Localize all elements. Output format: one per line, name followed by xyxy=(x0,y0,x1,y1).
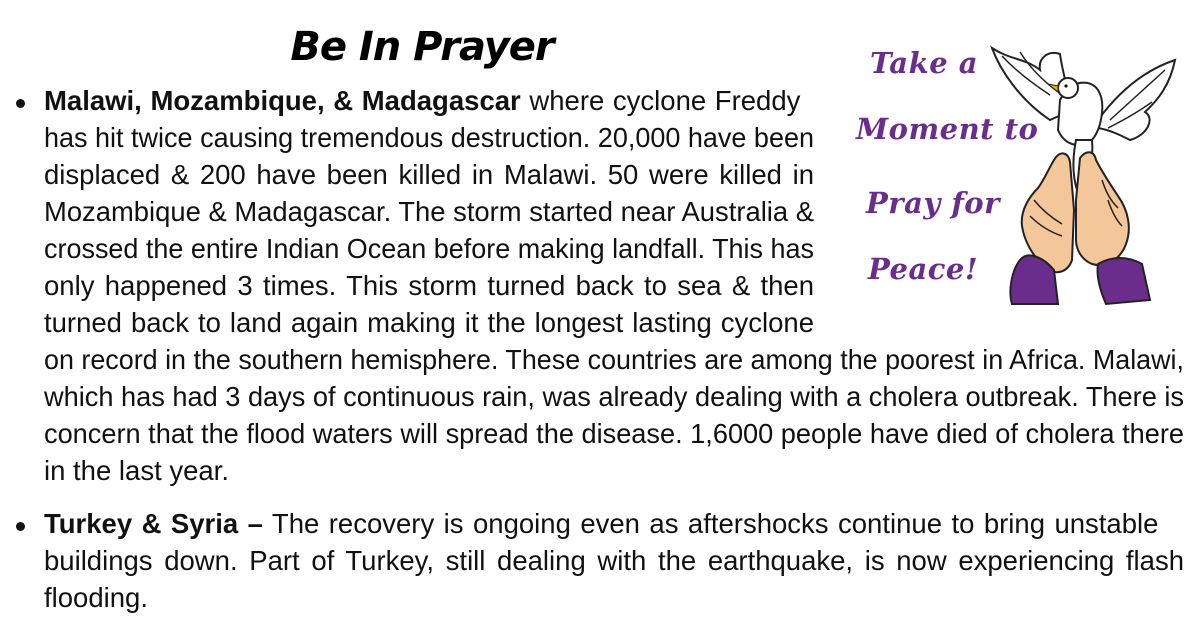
text-line: flooding. xyxy=(44,582,148,613)
text-line: crossed the entire Indian Ocean before making landfall. This has xyxy=(44,233,814,264)
graphic-text-line-1: Take a xyxy=(870,46,979,80)
text-line: in the last year. xyxy=(44,455,229,486)
text-line: has hit twice causing tremendous destruction. 20,000 have been xyxy=(44,122,814,153)
graphic-text-line-4: Peace! xyxy=(868,252,979,286)
graphic-text-line-2: Moment to xyxy=(856,112,1039,146)
text-line: buildings down. Part of Turkey, still dealing with the earthquake, is now experiencing flash xyxy=(44,545,1184,576)
text-line: only happened 3 times. This storm turned back to sea & then xyxy=(44,270,814,301)
item-heading: Malawi, Mozambique, & Madagascar xyxy=(44,85,521,116)
text-line: which has had 3 days of continuous rain, was already dealing with a cholera outbreak. There is xyxy=(44,381,1184,412)
text-line: Mozambique & Madagascar. The storm started near Australia & xyxy=(44,196,814,227)
text-line: Malawi, Mozambique, & Madagascar where cyclone Freddy xyxy=(44,85,801,116)
text-line: displaced & 200 have been killed in Malawi. 50 were killed in xyxy=(44,159,814,190)
page-title: Be In Prayer xyxy=(290,24,554,70)
graphic-text-line-3: Pray for xyxy=(866,186,1000,220)
item-heading: Turkey & Syria – xyxy=(44,508,263,539)
text-line: on record in the southern hemisphere. These countries are among the poorest in Africa. Malawi, xyxy=(44,344,1184,375)
bullet-icon xyxy=(16,99,25,108)
bullet-icon xyxy=(16,522,25,531)
text-line: turned back to land again making it the longest lasting cyclone xyxy=(44,307,814,338)
text-line: Turkey & Syria – The recovery is ongoing even as aftershocks continue to bring unstable xyxy=(44,508,1159,539)
text-line: concern that the flood waters will spread the disease. 1,6000 people have died of cholera there xyxy=(44,418,1184,449)
